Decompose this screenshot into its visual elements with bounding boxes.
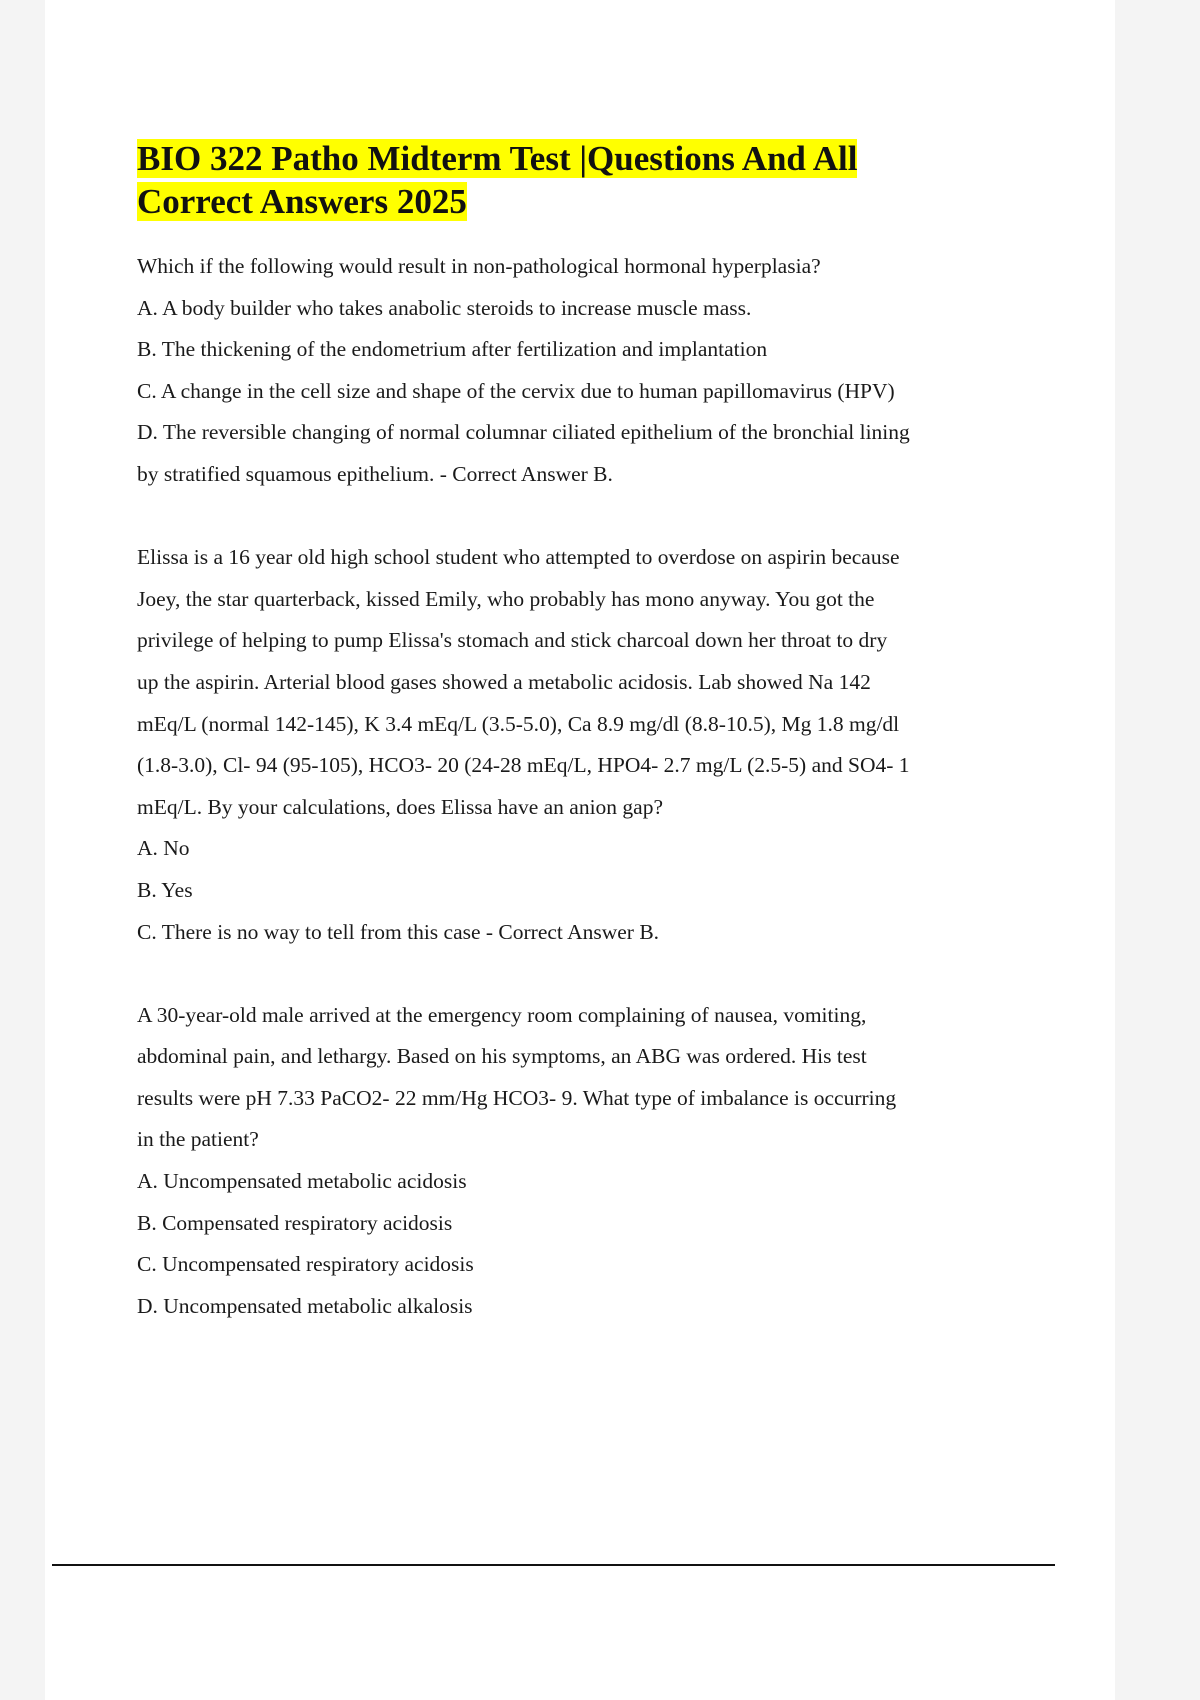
document-title	[137, 137, 1037, 223]
question-line: abdominal pain, and lethargy. Based on his symptoms, an ABG was ordered. His test	[137, 1044, 867, 1069]
question-block	[137, 537, 1097, 953]
question-line: Which if the following would result in non-pathological hormonal hyperplasia?	[137, 254, 821, 278]
question-line: A. A body builder who takes anabolic steroids to increase muscle mass.	[137, 295, 752, 320]
question-line: results were pH 7.33 PaCO2- 22 mm/Hg HCO3- 9. What type of imbalance is occurring	[137, 1085, 897, 1110]
question-line: up the aspirin. Arterial blood gases showed a metabolic acidosis. Lab showed Na 142	[137, 669, 871, 694]
question-block	[137, 246, 1097, 496]
question-block	[137, 995, 1097, 1328]
question-line: B. The thickening of the endometrium after fertilization and implantation	[137, 337, 768, 362]
question-line: by stratified squamous epithelium. - Correct Answer B.	[137, 461, 613, 486]
title-line: Correct Answers 2025	[137, 182, 467, 221]
title-line: BIO 322 Patho Midterm Test |Questions And All	[137, 139, 858, 178]
question-line: mEq/L. By your calculations, does Elissa have an anion gap?	[137, 794, 664, 819]
question-line: B. Compensated respiratory acidosis	[137, 1210, 453, 1235]
question-line: mEq/L (normal 142-145), K 3.4 mEq/L (3.5-5.0), Ca 8.9 mg/dl (8.8-10.5), Mg 1.8 mg/dl	[137, 711, 900, 736]
question-line: D. The reversible changing of normal columnar ciliated epithelium of the bronchial lining	[137, 420, 910, 445]
question-line: Elissa is a 16 year old high school student who attempted to overdose on aspirin because	[137, 545, 900, 570]
question-line: A. No	[137, 836, 190, 861]
question-line: C. There is no way to tell from this case - Correct Answer B.	[137, 919, 660, 944]
question-line: B. Yes	[137, 877, 193, 902]
questions-body	[137, 246, 1097, 1327]
question-gap	[137, 496, 1097, 538]
question-line: A. Uncompensated metabolic acidosis	[137, 1169, 467, 1194]
question-line: (1.8-3.0), Cl- 94 (95-105), HCO3- 20 (24-28 mEq/L, HPO4- 2.7 mg/L (2.5-5) and SO4- 1	[137, 753, 910, 778]
question-line: in the patient?	[137, 1127, 259, 1152]
question-line: C. A change in the cell size and shape of the cervix due to human papillomavirus (HPV)	[137, 378, 895, 403]
question-line: D. Uncompensated metabolic alkalosis	[137, 1293, 473, 1318]
question-line: Joey, the star quarterback, kissed Emily, who probably has mono anyway. You got the	[137, 586, 875, 611]
question-line: C. Uncompensated respiratory acidosis	[137, 1252, 474, 1277]
question-line: A 30-year-old male arrived at the emergency room complaining of nausea, vomiting,	[137, 1002, 867, 1027]
footer-rule	[52, 1564, 1055, 1566]
question-gap	[137, 953, 1097, 995]
question-line: privilege of helping to pump Elissa's stomach and stick charcoal down her throat to dry	[137, 628, 888, 653]
